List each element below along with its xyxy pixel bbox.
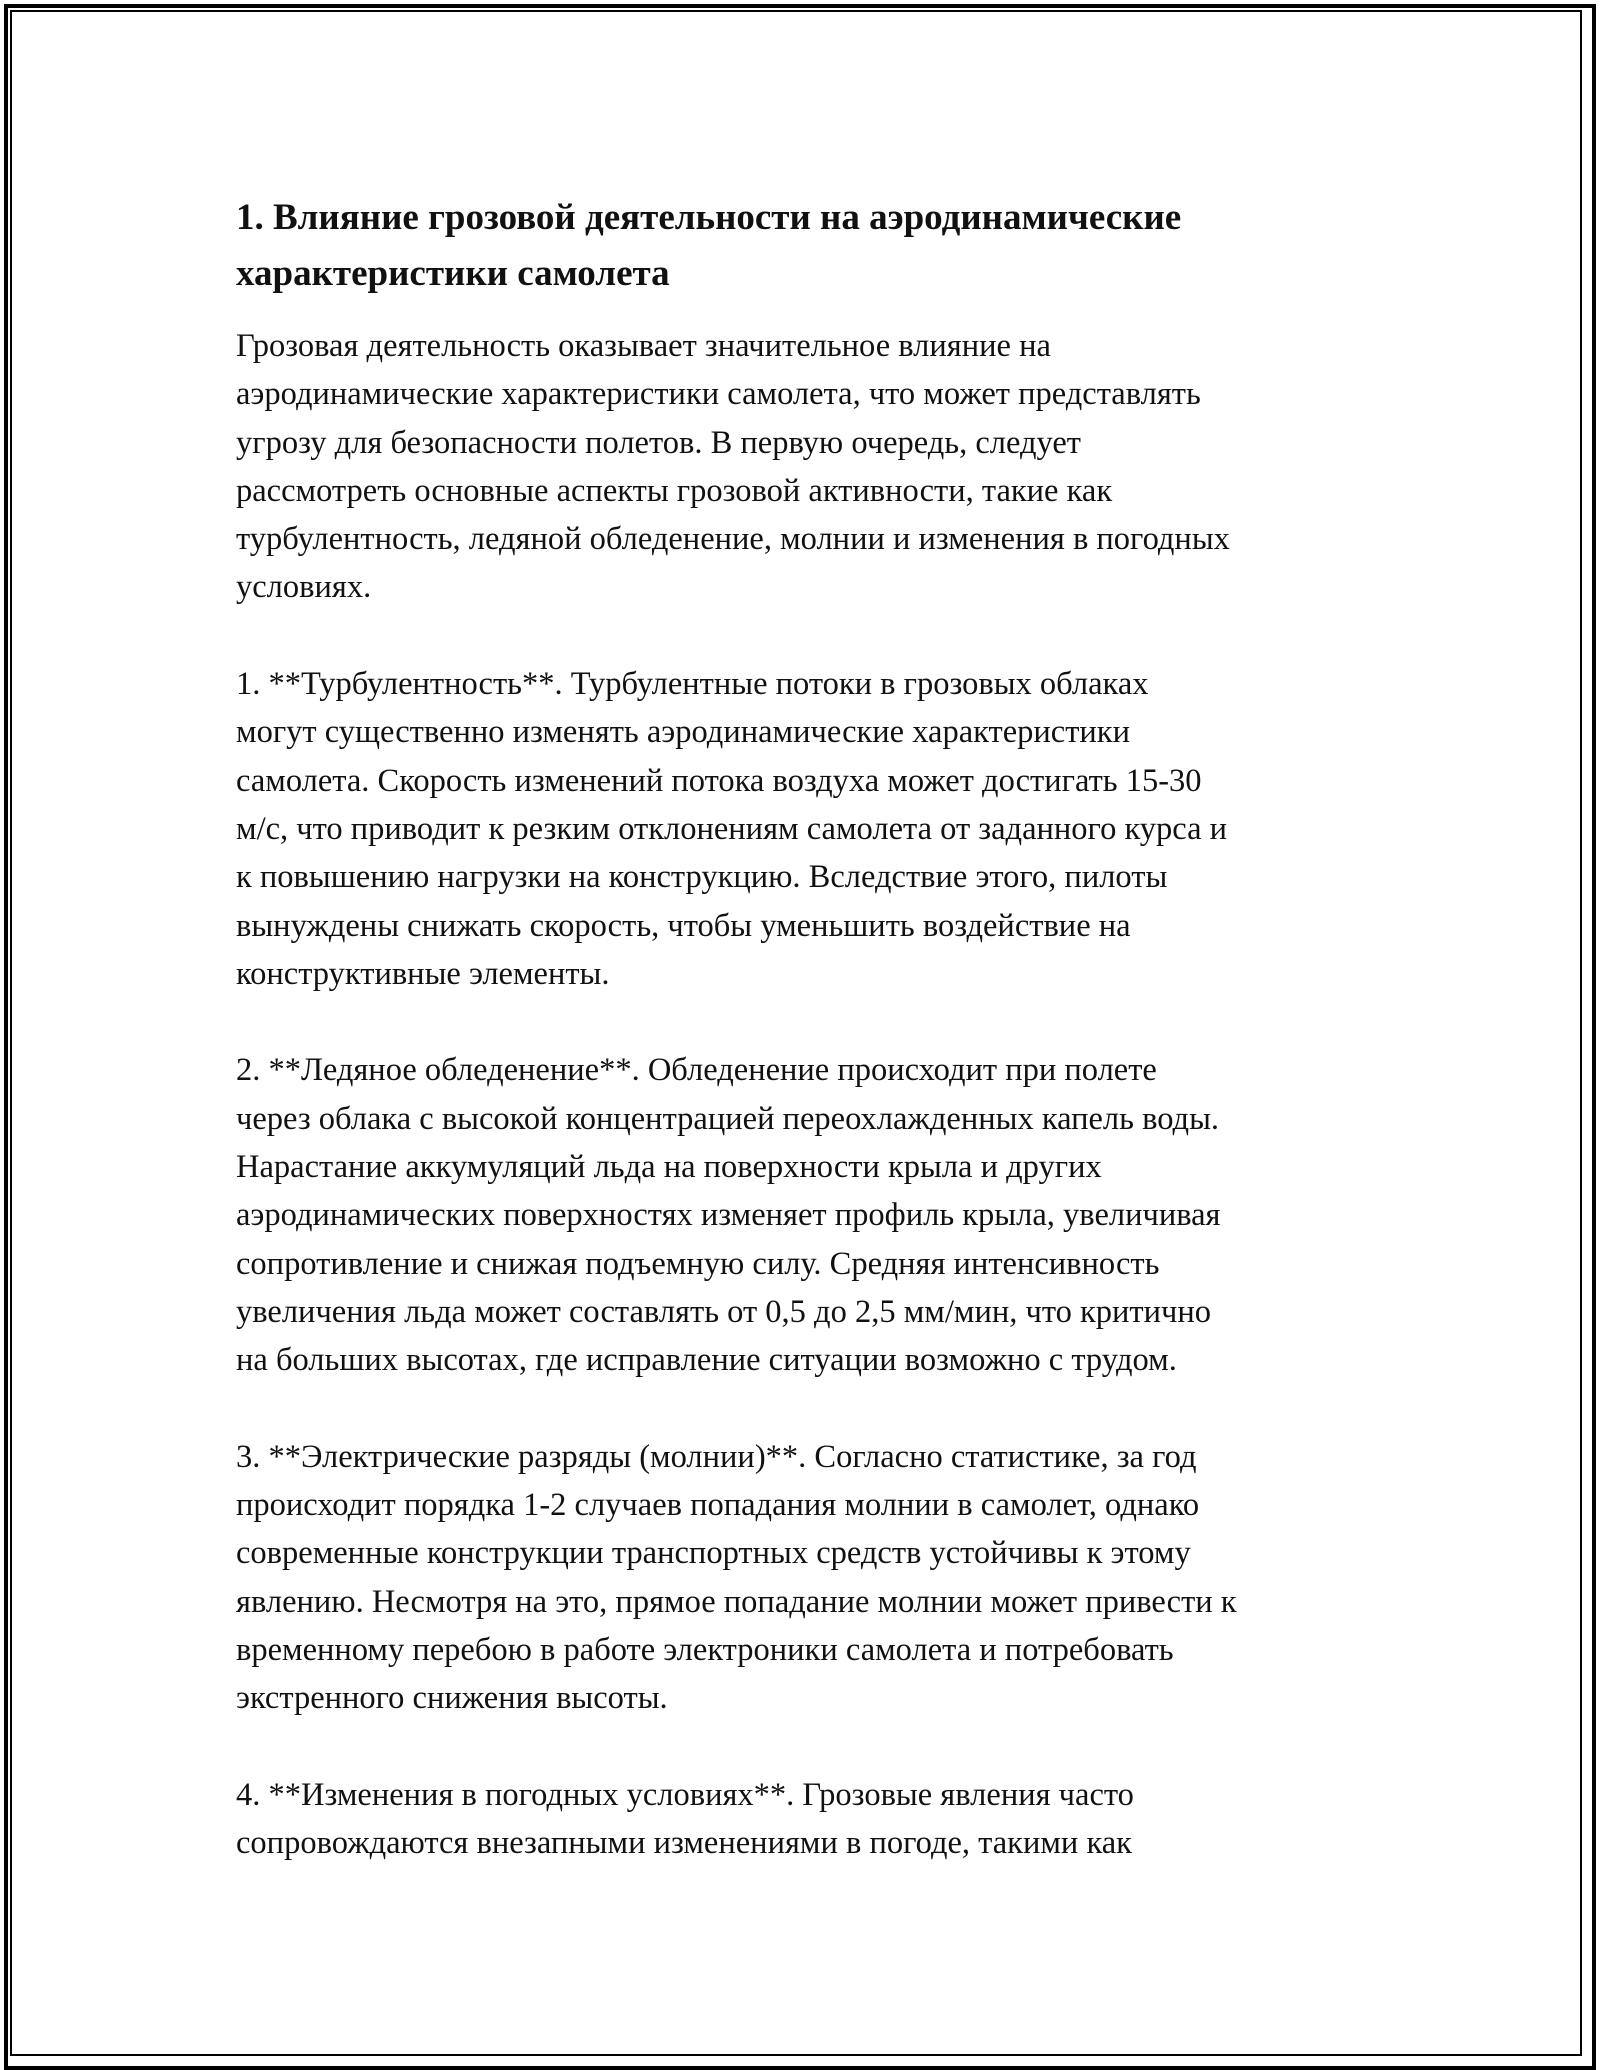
paragraph-turbulence: 1. **Турбулентность**. Турбулентные потоки в грозовых облаках могут существенно изменять аэродинамические характеристики самолета. Скорость изменений потока воздуха может достигать 15-30 м/с, что приводит к резким отклонениям самолета от заданного курса и к повышению нагрузки на конструкцию. Вследствие этого, пилоты вынуждены снижать скорость, чтобы уменьшить воздействие на конструктивные элементы. xyxy=(236,666,1228,992)
paragraph-intro: Грозовая деятельность оказывает значительное влияние на аэродинамические характеристики самолета, что может представлять угрозу для безопасности полетов. В первую очередь, следует рассмотреть основные аспекты грозовой активности, такие как турбулентность, ледяной обледенение, молнии и изменения в погодных условиях. xyxy=(236,328,1230,606)
document-body xyxy=(236,190,1376,1868)
section-heading: 1. Влияние грозовой деятельности на аэродинамические характеристики самолета xyxy=(236,197,1182,294)
paragraph-weather-changes: 4. **Изменения в погодных условиях**. Грозовые явления часто сопровождаются внезапными изменениями в погоде, такими как xyxy=(236,1776,1134,1862)
paragraph-icing: 2. **Ледяное обледенение**. Обледенение происходит при полете через облака с высокой концентрацией переохлажденных капель воды. Нарастание аккумуляций льда на поверхности крыла и других аэродинамических поверхностях изменяет профиль крыла, увеличивая сопротивление и снижая подъемную силу. Средняя интенсивность увеличения льда может составлять от 0,5 до 2,5 мм/мин, что критично на больших высотах, где исправление ситуации возможно с трудом. xyxy=(236,1052,1221,1379)
paragraph-lightning: 3. **Электрические разряды (молнии)**. Согласно статистике, за год происходит порядка 1-2 случаев попадания молнии в самолет, однако современные конструкции транспортных средств устойчивы к этому явлению. Несмотря на это, прямое попадание молнии может привести к временному перебою в работе электроники самолета и потребовать экстренного снижения высоты. xyxy=(236,1438,1237,1717)
